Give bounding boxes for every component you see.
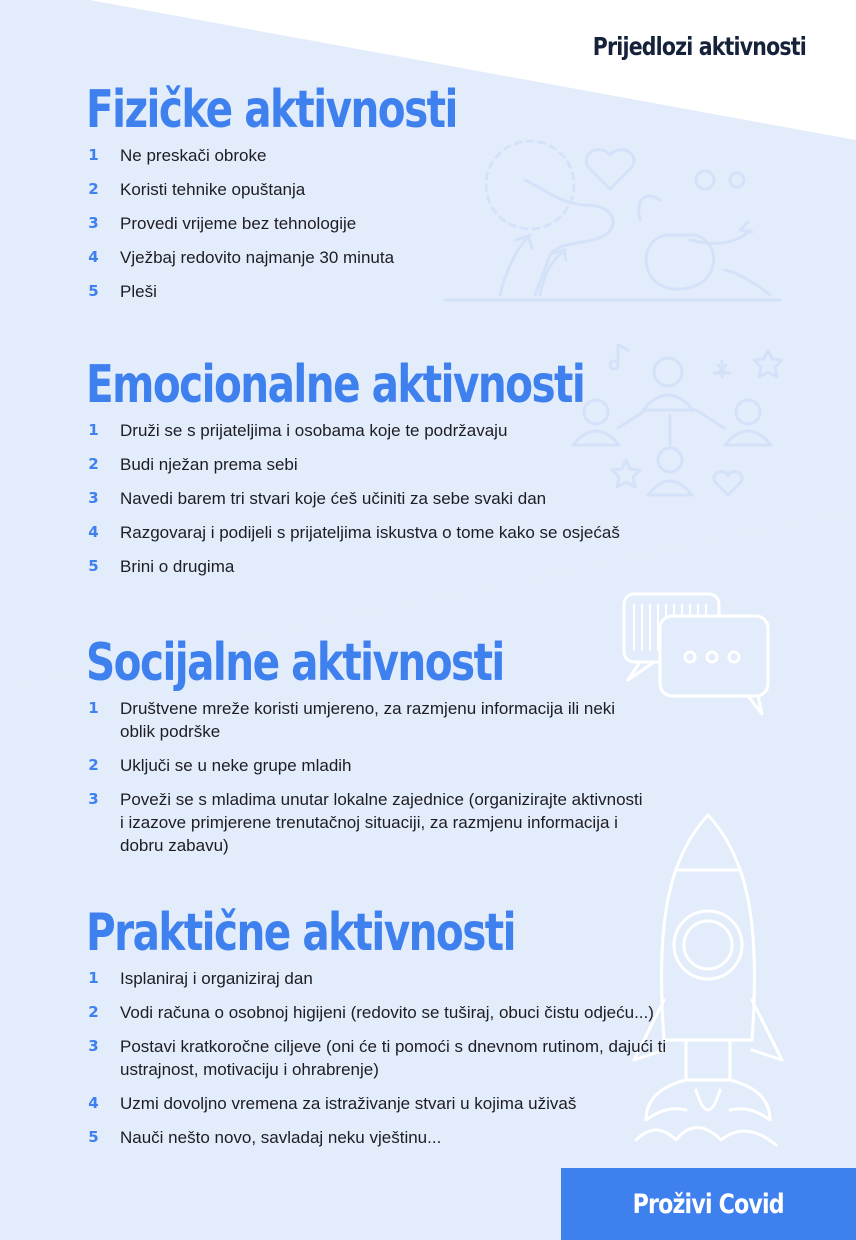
page-header-title: Prijedlozi aktivnosti [592, 32, 806, 61]
list-item: 5 Brini o drugima [80, 555, 725, 578]
section-title: Fizičke aktivnosti [86, 80, 457, 140]
list-item: 3 Navedi barem tri stvari koje ćeš učiniti za sebe svaki dan [80, 487, 725, 510]
list-item: 3 Poveži se s mladima unutar lokalne zajednice (organizirajte aktivnosti i izazove primjerene trenutačnoj situaciji, za razmjenu informacija i dobru zabavu) [80, 788, 650, 857]
section-physical [80, 82, 561, 314]
footer-label: Proživi Covid [632, 1188, 785, 1220]
section-title: Praktične aktivnosti [86, 903, 515, 963]
list-item: 4 Vježbaj redovito najmanje 30 minuta [80, 246, 561, 269]
list-item: 1 Druži se s prijateljima i osobama koje te podržavaju [80, 419, 725, 442]
footer-banner [561, 1168, 856, 1240]
list-item: 5 Pleši [80, 280, 561, 303]
list-item: 3 Postavi kratkoročne ciljeve (oni će ti pomoći s dnevnom rutinom, dajući ti ustrajnost, motivaciju i ohrabrenje) [80, 1035, 730, 1081]
section-emotional [80, 357, 725, 589]
section-title: Socijalne aktivnosti [86, 633, 504, 693]
list-item: 3 Provedi vrijeme bez tehnologije [80, 212, 561, 235]
section-social [80, 635, 650, 868]
list-item: 5 Nauči nešto novo, savladaj neku vještinu... [80, 1126, 730, 1149]
section-practical [80, 905, 730, 1160]
section-title: Emocionalne aktivnosti [86, 355, 585, 415]
list-item: 2 Vodi računa o osobnoj higijeni (redovito se tuširaj, obuci čistu odjeću...) [80, 1001, 730, 1024]
list-item: 1 Društvene mreže koristi umjereno, za razmjenu informacija ili neki oblik podrške [80, 697, 650, 743]
list-item: 1 Ne preskači obroke [80, 144, 561, 167]
list-item: 2 Budi nježan prema sebi [80, 453, 725, 476]
list-item: 1 Isplaniraj i organiziraj dan [80, 967, 730, 990]
list-item: 4 Razgovaraj i podijeli s prijateljima iskustva o tome kako se osjećaš [80, 521, 725, 544]
list-item: 2 Koristi tehnike opuštanja [80, 178, 561, 201]
list-item: 2 Uključi se u neke grupe mladih [80, 754, 650, 777]
list-item: 4 Uzmi dovoljno vremena za istraživanje stvari u kojima uživaš [80, 1092, 730, 1115]
